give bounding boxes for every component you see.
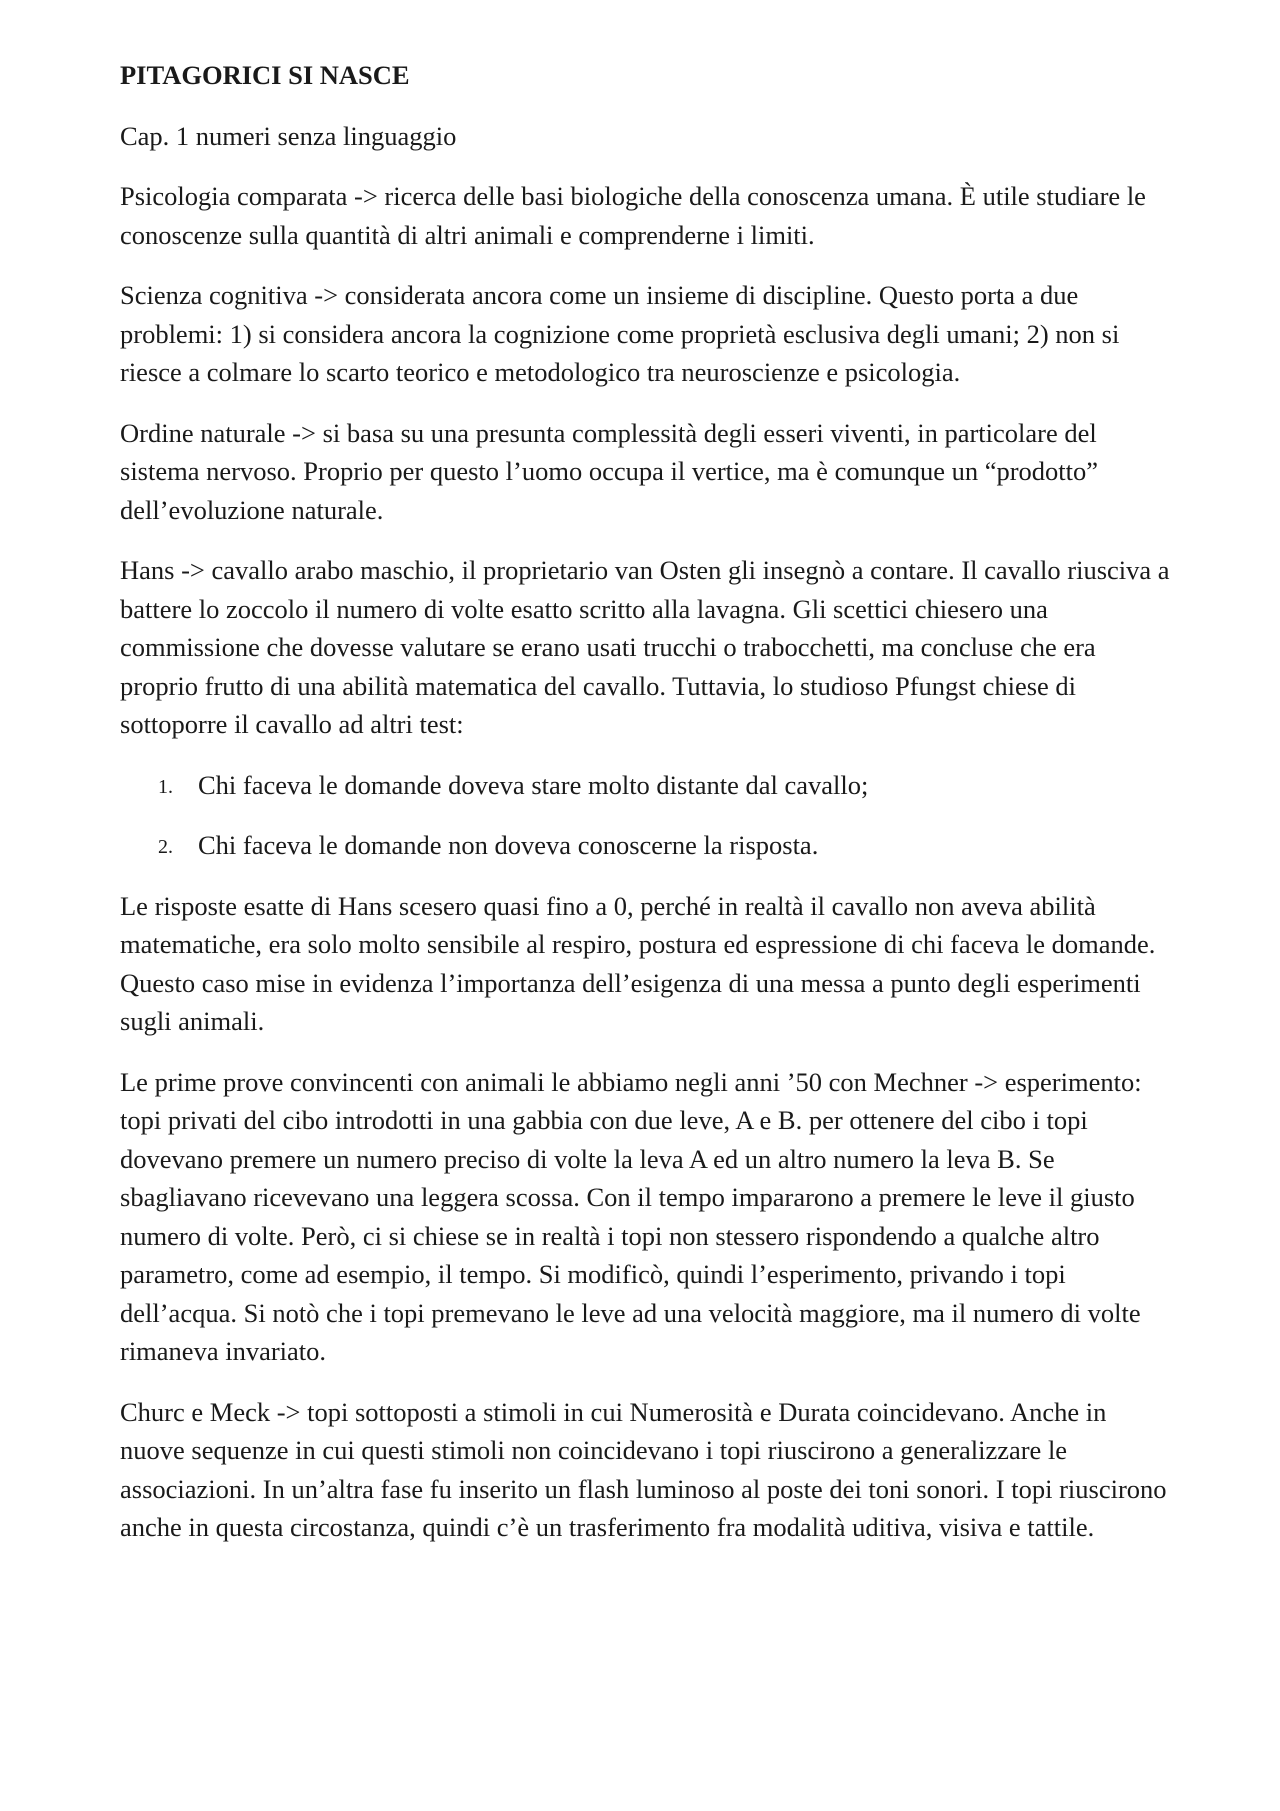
paragraph-psicologia-comparata: Psicologia comparata -> ricerca delle basi biologiche della conoscenza umana. È utile studiare le conoscenze sulla quantità di altri animali e comprenderne i limiti. (120, 181, 1146, 250)
paragraph-church-meck: Churc e Meck -> topi sottoposti a stimoli in cui Numerosità e Durata coincidevano. Anche in nuove sequenze in cui questi stimoli non coincidevano i topi riuscirono a generalizzare le associazioni. In un’altra fase fu inserito un flash luminoso al poste dei toni sonori. I topi riuscirono anche in questa circostanza, quindi c’è un trasferimento fra modalità uditiva, visiva e tattile. (120, 1396, 1167, 1542)
chapter-heading: Cap. 1 numeri senza linguaggio (120, 120, 457, 151)
list-number: 2. (158, 836, 173, 858)
paragraph-scienza-cognitiva: Scienza cognitiva -> considerata ancora come un insieme di discipline. Questo porta a due problemi: 1) si considera ancora la cognizione come proprietà esclusiva degli umani; 2) non si riesce a colmare lo scarto teorico e metodologico tra neuroscienze e psicologia. (120, 280, 1120, 387)
numbered-list (120, 766, 1170, 865)
document-page (120, 56, 1170, 1569)
paragraph-mechner: Le prime prove convincenti con animali le abbiamo negli anni ’50 con Mechner -> esperimento: topi privati del cibo introdotti in una gabbia con due leve, A e B. per ottenere del cibo i topi dovevano premere un numero preciso di volte la leva A ed un altro numero la leva B. Se sbagliavano ricevevano una leggera scossa. Con il tempo impararono a premere le leve il giusto numero di volte. Però, ci si chiese se in realtà i topi non stessero rispondendo a qualche altro parametro, come ad esempio, il tempo. Si modificò, quindi l’esperimento, privando i topi dell’acqua. Si notò che i topi premevano le leve ad una velocità maggiore, ma il numero di volte rimaneva invariato. (120, 1066, 1142, 1366)
list-number: 1. (158, 775, 173, 798)
list-item (120, 826, 1170, 865)
paragraph-ordine-naturale: Ordine naturale -> si basa su una presunta complessità degli esseri viventi, in particolare del sistema nervoso. Proprio per questo l’uomo occupa il vertice, ma è comunque un “prodotto” dell’evoluzione naturale. (120, 417, 1099, 525)
list-item-text: Chi faceva le domande doveva stare molto distante dal cavallo; (198, 769, 869, 800)
document-title: PITAGORICI SI NASCE (120, 60, 410, 90)
paragraph-risposte-hans: Le risposte esatte di Hans scesero quasi fino a 0, perché in realtà il cavallo non aveva abilità matematiche, era solo molto sensibile al respiro, postura ed espressione di chi faceva le domande. Questo caso mise in evidenza l’importanza dell’esigenza di una messa a punto degli esperimenti sugli animali. (120, 890, 1156, 1036)
list-item-text: Chi faceva le domande non doveva conoscerne la risposta. (198, 830, 819, 860)
paragraph-hans: Hans -> cavallo arabo maschio, il proprietario van Osten gli insegnò a contare. Il cavallo riusciva a battere lo zoccolo il numero di volte esatto scritto alla lavagna. Gli scettici chiesero una commissione che dovesse valutare se erano usati trucchi o trabocchetti, ma concluse che era proprio frutto di una abilità matematica del cavallo. Tuttavia, lo studioso Pfungst chiese di sottoporre il cavallo ad altri test: (120, 555, 1170, 739)
list-item (120, 766, 1170, 805)
